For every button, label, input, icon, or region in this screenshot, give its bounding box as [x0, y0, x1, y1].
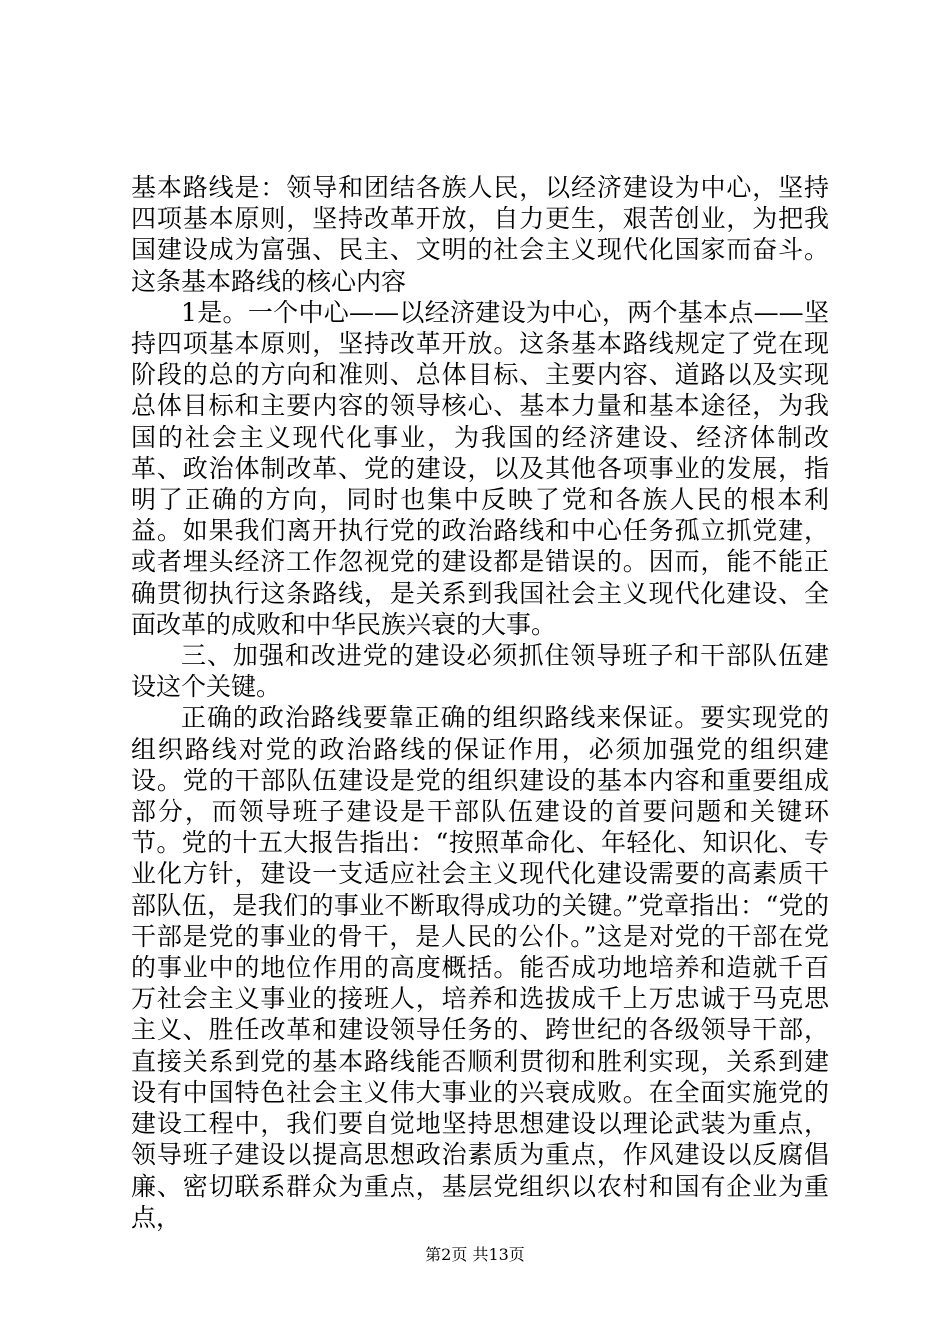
- paragraph-4: 正确的政治路线要靠正确的组织路线来保证。要实现党的组织路线对党的政治路线的保证作用，必须加强党的组织建设。党的干部队伍建设是党的组织建设的基本内容和重要组成部分，而领导班子建设是干部队伍建设的首要问题和关键环节。党的十五大报告指出：“按照革命化、年轻化、知识化、专业化方针，建设一支适应社会主义现代化建设需要的高素质干部队伍，是我们的事业不断取得成功的关键。”党章指出：“党的干部是党的事业的骨干，是人民的公仆。”这是对党的干部在党的事业中的地位作用的高度概括。能否成功地培养和造就千百万社会主义事业的接班人，培养和选拔成千上万忠诚于马克思主义、胜任改革和建设领导任务的、跨世纪的各级领导干部，直接关系到党的基本路线能否顺利贯彻和胜利实现，关系到建设有中国特色社会主义伟大事业的兴衰成败。在全面实施党的建设工程中，我们要自觉地坚持思想建设以理论武装为重点，领导班子建设以提高思想政治素质为重点，作风建设以反腐倡廉、密切联系群众为重点，基层党组织以农村和国有企业为重点，: [131, 703, 829, 1232]
- paragraph-1: 基本路线是：领导和团结各族人民，以经济建设为中心，坚持四项基本原则，坚持改革开放，自力更生，艰苦创业，为把我国建设成为富强、民主、文明的社会主义现代化国家而奋斗。这条基本路线的核心内容: [131, 173, 829, 296]
- paragraph-2: 1是。一个中心——以经济建设为中心，两个基本点——坚持四项基本原则，坚持改革开放。这条基本路线规定了党在现阶段的总的方向和准则、总体目标、主要内容、道路以及实现总体目标和主要内容的领导核心、基本力量和基本途径，为我国的社会主义现代化事业，为我国的经济建设、经济体制改革、政治体制改革、党的建设，以及其他各项事业的发展，指明了正确的方向，同时也集中反映了党和各族人民的根本利益。如果我们离开执行党的政治路线和中心任务孤立抓党建，或者埋头经济工作忽视党的建设都是错误的。因而，能不能正确贯彻执行这条路线，是关系到我国社会主义现代化建设、全面改革的成败和中华民族兴衰的大事。: [131, 297, 829, 639]
- paragraph-3: 三、加强和改进党的建设必须抓住领导班子和干部队伍建设这个关键。: [131, 641, 829, 702]
- page-footer: [0, 1245, 950, 1265]
- document-body: [131, 172, 829, 1233]
- page-number: 第2页 共13页: [425, 1245, 525, 1264]
